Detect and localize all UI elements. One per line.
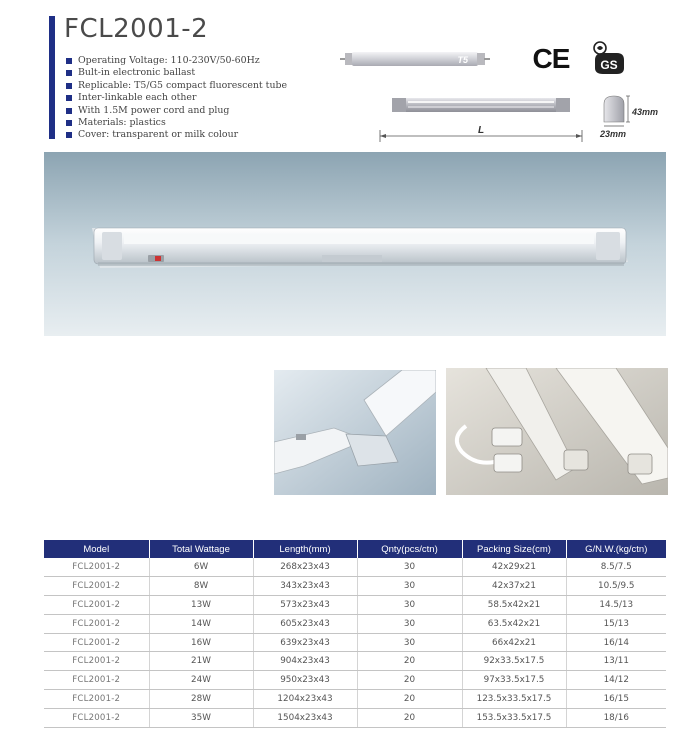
table-cell: 14/12 bbox=[566, 671, 666, 690]
column-header: Total Wattage bbox=[149, 540, 253, 558]
table-cell: 605x23x43 bbox=[253, 614, 357, 633]
table-cell: 63.5x42x21 bbox=[462, 614, 566, 633]
table-row bbox=[44, 596, 666, 615]
table-cell: 950x23x43 bbox=[253, 671, 357, 690]
tube-label: T5 bbox=[457, 55, 468, 65]
table-cell: 20 bbox=[357, 708, 462, 727]
feature-item: Bult-in electronic ballast bbox=[66, 67, 287, 79]
table-cell: 14W bbox=[149, 614, 253, 633]
feature-item: Operating Voltage: 110-230V/50-60Hz bbox=[66, 55, 287, 67]
table-cell: 66x42x21 bbox=[462, 633, 566, 652]
table-row bbox=[44, 690, 666, 709]
table-cell: 97x33.5x17.5 bbox=[462, 671, 566, 690]
width-label: 23mm bbox=[600, 129, 627, 139]
table-cell: FCL2001-2 bbox=[44, 596, 149, 615]
table-cell: 16W bbox=[149, 633, 253, 652]
table-row bbox=[44, 633, 666, 652]
square-bullet-icon bbox=[66, 120, 72, 126]
feature-item: With 1.5M power cord and plug bbox=[66, 105, 287, 117]
table-cell: 153.5x33.5x17.5 bbox=[462, 708, 566, 727]
specifications-table bbox=[44, 540, 666, 728]
table-cell: 30 bbox=[357, 596, 462, 615]
profile-dimension-diagram bbox=[596, 92, 676, 142]
table-cell: 8.5/7.5 bbox=[566, 558, 666, 577]
table-header-row bbox=[44, 540, 666, 558]
end-cap-closeup-photo bbox=[274, 370, 436, 495]
column-header: Length(mm) bbox=[253, 540, 357, 558]
table-row bbox=[44, 708, 666, 727]
table-cell: 92x33.5x17.5 bbox=[462, 652, 566, 671]
table-cell: 14.5/13 bbox=[566, 596, 666, 615]
table-cell: 20 bbox=[357, 671, 462, 690]
table-cell: 16/15 bbox=[566, 690, 666, 709]
product-title: FCL2001-2 bbox=[64, 14, 209, 44]
table-cell: 8W bbox=[149, 577, 253, 596]
square-bullet-icon bbox=[66, 132, 72, 138]
table-cell: 30 bbox=[357, 577, 462, 596]
table-cell: 15/13 bbox=[566, 614, 666, 633]
table-cell: 16/14 bbox=[566, 633, 666, 652]
table-row bbox=[44, 558, 666, 577]
square-bullet-icon bbox=[66, 95, 72, 101]
table-cell: 343x23x43 bbox=[253, 577, 357, 596]
table-cell: FCL2001-2 bbox=[44, 652, 149, 671]
table-row bbox=[44, 614, 666, 633]
table-cell: 904x23x43 bbox=[253, 652, 357, 671]
column-header: Qnty(pcs/ctn) bbox=[357, 540, 462, 558]
table-cell: 1204x23x43 bbox=[253, 690, 357, 709]
table-cell: 35W bbox=[149, 708, 253, 727]
table-cell: 58.5x42x21 bbox=[462, 596, 566, 615]
square-bullet-icon bbox=[66, 108, 72, 114]
length-label: L bbox=[477, 125, 485, 136]
table-cell: 21W bbox=[149, 652, 253, 671]
t5-tube-illustration bbox=[340, 50, 490, 68]
table-cell: 13/11 bbox=[566, 652, 666, 671]
table-cell: 42x37x21 bbox=[462, 577, 566, 596]
ce-label: CE bbox=[532, 43, 570, 72]
main-product-photo bbox=[44, 152, 666, 336]
table-cell: 6W bbox=[149, 558, 253, 577]
table-cell: 10.5/9.5 bbox=[566, 577, 666, 596]
table-row bbox=[44, 652, 666, 671]
square-bullet-icon bbox=[66, 83, 72, 89]
table-cell: 1504x23x43 bbox=[253, 708, 357, 727]
table-cell: 30 bbox=[357, 614, 462, 633]
height-label: 43mm bbox=[632, 107, 659, 117]
gs-label: GS bbox=[600, 58, 618, 72]
column-header: Packing Size(cm) bbox=[462, 540, 566, 558]
table-cell: 24W bbox=[149, 671, 253, 690]
square-bullet-icon bbox=[66, 70, 72, 76]
table-cell: 268x23x43 bbox=[253, 558, 357, 577]
table-cell: FCL2001-2 bbox=[44, 614, 149, 633]
feature-item: Cover: transparent or milk colour bbox=[66, 129, 287, 141]
feature-item: Materials: plastics bbox=[66, 117, 287, 129]
table-cell: FCL2001-2 bbox=[44, 558, 149, 577]
table-cell: FCL2001-2 bbox=[44, 690, 149, 709]
connector-closeup-photo bbox=[446, 368, 668, 495]
table-cell: 573x23x43 bbox=[253, 596, 357, 615]
table-row bbox=[44, 671, 666, 690]
table-cell: 30 bbox=[357, 558, 462, 577]
feature-item: Inter-linkable each other bbox=[66, 92, 287, 104]
table-cell: 639x23x43 bbox=[253, 633, 357, 652]
table-cell: FCL2001-2 bbox=[44, 671, 149, 690]
column-header: Model bbox=[44, 540, 149, 558]
feature-list bbox=[66, 55, 287, 142]
table-cell: FCL2001-2 bbox=[44, 577, 149, 596]
feature-item: Replicable: T5/G5 compact fluorescent tube bbox=[66, 80, 287, 92]
gs-certification-mark bbox=[591, 40, 627, 76]
title-accent-bar bbox=[49, 16, 55, 139]
ce-certification-mark bbox=[530, 42, 572, 72]
fixture-length-diagram bbox=[378, 96, 584, 148]
table-cell: 42x29x21 bbox=[462, 558, 566, 577]
square-bullet-icon bbox=[66, 58, 72, 64]
table-cell: 20 bbox=[357, 690, 462, 709]
table-cell: FCL2001-2 bbox=[44, 708, 149, 727]
table-row bbox=[44, 577, 666, 596]
table-cell: FCL2001-2 bbox=[44, 633, 149, 652]
table-cell: 123.5x33.5x17.5 bbox=[462, 690, 566, 709]
table-cell: 28W bbox=[149, 690, 253, 709]
table-cell: 18/16 bbox=[566, 708, 666, 727]
column-header: G/N.W.(kg/ctn) bbox=[566, 540, 666, 558]
table-cell: 13W bbox=[149, 596, 253, 615]
table-cell: 30 bbox=[357, 633, 462, 652]
table-cell: 20 bbox=[357, 652, 462, 671]
